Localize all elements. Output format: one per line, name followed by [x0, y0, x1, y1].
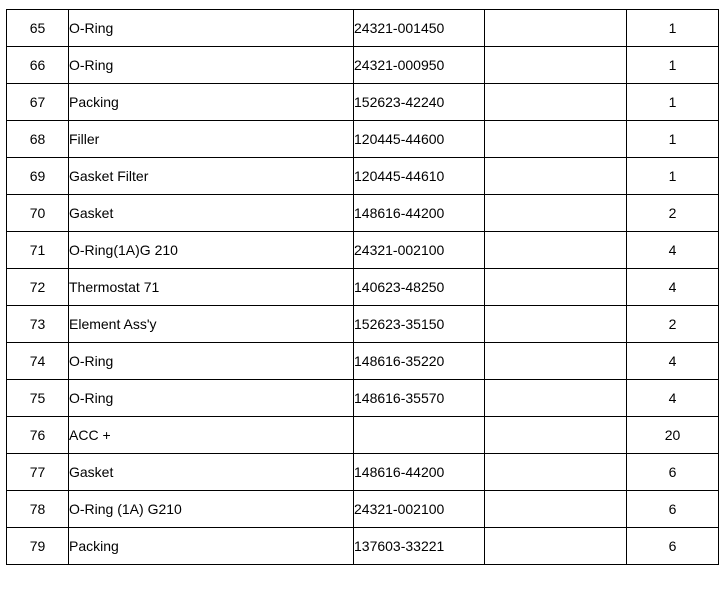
table-row: [7, 306, 719, 343]
remark-cell: [485, 491, 627, 528]
remark-cell: [485, 454, 627, 491]
remark-cell: [485, 306, 627, 343]
table-row: [7, 343, 719, 380]
part-name-cell: Gasket: [69, 195, 354, 232]
quantity-cell: 4: [627, 269, 719, 306]
table-row: [7, 195, 719, 232]
item-number-cell: 76: [7, 417, 69, 454]
part-name-cell: ACC +: [69, 417, 354, 454]
remark-cell: [485, 232, 627, 269]
item-number-cell: 75: [7, 380, 69, 417]
item-number-cell: 78: [7, 491, 69, 528]
remark-cell: [485, 269, 627, 306]
part-number-cell: 140623-48250: [354, 269, 485, 306]
item-number-cell: 77: [7, 454, 69, 491]
table-row: [7, 121, 719, 158]
table-row: [7, 528, 719, 565]
item-number-cell: 73: [7, 306, 69, 343]
part-name-cell: Packing: [69, 84, 354, 121]
remark-cell: [485, 380, 627, 417]
quantity-cell: 6: [627, 528, 719, 565]
remark-cell: [485, 417, 627, 454]
part-name-cell: O-Ring: [69, 343, 354, 380]
part-number-cell: 152623-42240: [354, 84, 485, 121]
part-number-cell: 148616-44200: [354, 195, 485, 232]
part-number-cell: 24321-002100: [354, 491, 485, 528]
part-name-cell: Element Ass'y: [69, 306, 354, 343]
quantity-cell: 1: [627, 158, 719, 195]
table-row: [7, 84, 719, 121]
quantity-cell: 6: [627, 454, 719, 491]
remark-cell: [485, 47, 627, 84]
item-number-cell: 65: [7, 10, 69, 47]
part-number-cell: 137603-33221: [354, 528, 485, 565]
table-row: [7, 417, 719, 454]
part-name-cell: Gasket: [69, 454, 354, 491]
item-number-cell: 71: [7, 232, 69, 269]
part-number-cell: 148616-35570: [354, 380, 485, 417]
quantity-cell: 2: [627, 195, 719, 232]
item-number-cell: 79: [7, 528, 69, 565]
item-number-cell: 68: [7, 121, 69, 158]
part-name-cell: O-Ring (1A) G210: [69, 491, 354, 528]
parts-table-body: [7, 10, 719, 565]
item-number-cell: 69: [7, 158, 69, 195]
remark-cell: [485, 84, 627, 121]
part-number-cell: 120445-44600: [354, 121, 485, 158]
part-number-cell: 148616-44200: [354, 454, 485, 491]
item-number-cell: 74: [7, 343, 69, 380]
part-number-cell: 152623-35150: [354, 306, 485, 343]
quantity-cell: 20: [627, 417, 719, 454]
part-name-cell: Gasket Filter: [69, 158, 354, 195]
parts-table: [6, 9, 719, 565]
table-row: [7, 380, 719, 417]
part-number-cell: 120445-44610: [354, 158, 485, 195]
part-name-cell: Filler: [69, 121, 354, 158]
remark-cell: [485, 343, 627, 380]
remark-cell: [485, 10, 627, 47]
part-name-cell: Thermostat 71: [69, 269, 354, 306]
item-number-cell: 70: [7, 195, 69, 232]
part-name-cell: O-Ring(1A)G 210: [69, 232, 354, 269]
quantity-cell: 1: [627, 47, 719, 84]
table-row: [7, 269, 719, 306]
table-row: [7, 491, 719, 528]
remark-cell: [485, 195, 627, 232]
table-row: [7, 232, 719, 269]
remark-cell: [485, 158, 627, 195]
quantity-cell: 2: [627, 306, 719, 343]
quantity-cell: 4: [627, 380, 719, 417]
quantity-cell: 1: [627, 10, 719, 47]
quantity-cell: 6: [627, 491, 719, 528]
quantity-cell: 4: [627, 343, 719, 380]
part-number-cell: [354, 417, 485, 454]
part-number-cell: 24321-000950: [354, 47, 485, 84]
item-number-cell: 67: [7, 84, 69, 121]
quantity-cell: 1: [627, 84, 719, 121]
remark-cell: [485, 121, 627, 158]
part-number-cell: 24321-002100: [354, 232, 485, 269]
part-name-cell: O-Ring: [69, 10, 354, 47]
part-name-cell: Packing: [69, 528, 354, 565]
item-number-cell: 66: [7, 47, 69, 84]
table-row: [7, 454, 719, 491]
item-number-cell: 72: [7, 269, 69, 306]
quantity-cell: 1: [627, 121, 719, 158]
table-row: [7, 47, 719, 84]
part-name-cell: O-Ring: [69, 380, 354, 417]
table-row: [7, 10, 719, 47]
part-name-cell: O-Ring: [69, 47, 354, 84]
part-number-cell: 148616-35220: [354, 343, 485, 380]
remark-cell: [485, 528, 627, 565]
part-number-cell: 24321-001450: [354, 10, 485, 47]
quantity-cell: 4: [627, 232, 719, 269]
table-row: [7, 158, 719, 195]
